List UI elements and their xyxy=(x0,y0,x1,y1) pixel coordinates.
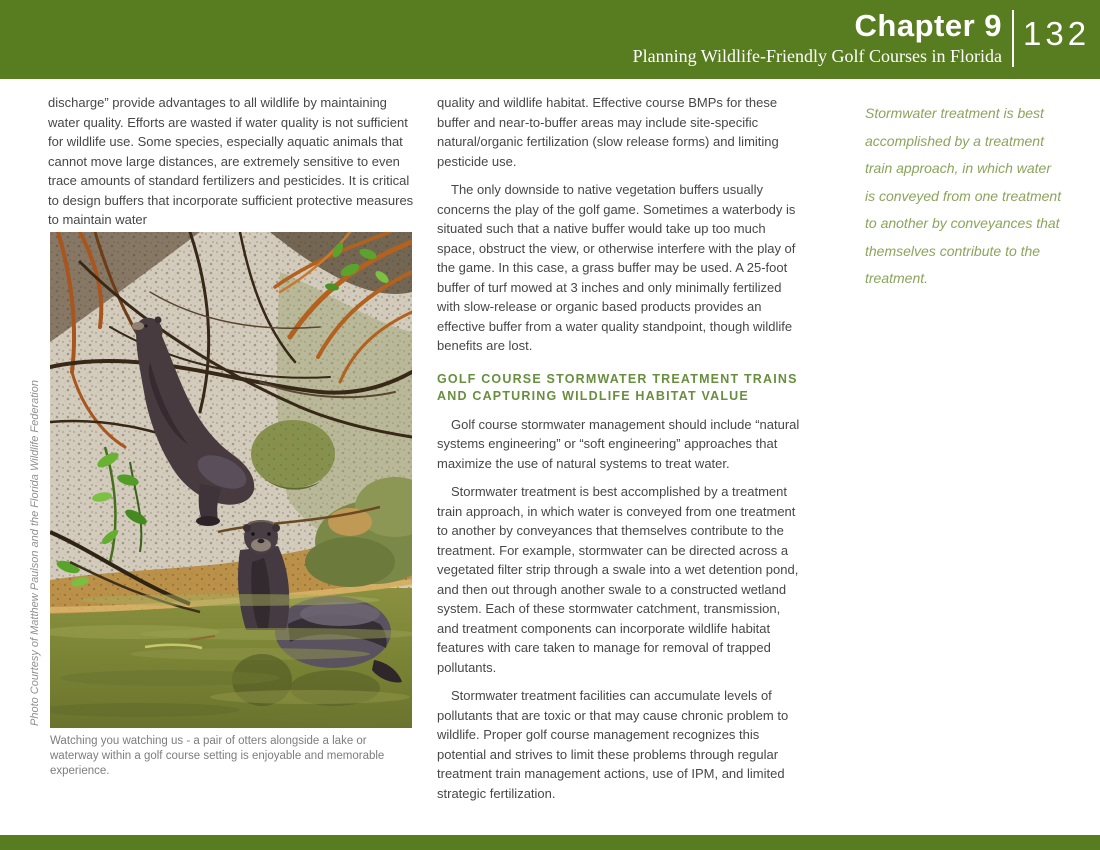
paragraph: discharge” provide advantages to all wildlife by maintaining water quality. Efforts are wasted if water quality is not sufficient for wildlife use. Some species, especially aquatic animals that cannot move large distances, are extremely sensitive to even trace amounts of standard fertilizers and pesticides. It is critical to design buffers that incorporate sufficient protective measures to maintain water xyxy=(48,95,414,227)
paragraph: Golf course stormwater management should include “natural systems engineering” or “soft engineering” approaches that maximize the use of natural systems to treat water. xyxy=(437,416,800,471)
header-right xyxy=(633,9,1002,66)
header-subtitle: Planning Wildlife-Friendly Golf Courses in Florida xyxy=(632,46,1002,66)
paragraph: quality and wildlife habitat. Effective course BMPs for these buffer and near-to-buffer areas may include site-specific natural/organic fertilization (slow release forms) and limiting pesticide use. xyxy=(437,95,779,169)
paragraph: Stormwater treatment is best accomplished by a treatment train approach, in which water is conveyed from one treatment to another by conveyances that themselves contribute to the treatment. For example, stormwater can be directed across a vegetated filter strip through a swale into a wet detention pond, and then out through another swale to a constructed wetland system. Each of these stormwater catchment, transmission, and treatment components can incorporate wildlife habitat features with care taken to manage for removal of trapped pollutants. xyxy=(437,484,799,675)
header-divider xyxy=(1012,10,1014,67)
page-number: 132 xyxy=(1023,15,1091,52)
otters-photo-illustration xyxy=(50,232,412,728)
otters-photo xyxy=(50,232,412,779)
paragraph: The only downside to native vegetation buffers usually concerns the play of the golf game. Sometimes a waterbody is situated such that a native buffer would take up too much space, obstruct the view, or otherwise interfere with the play of the game. In this case, a grass buffer may be used. A 25-foot buffer of turf mowed at 3 inches and only minimally fertilized with slow-release or organic based products provides an effective buffer from a water quality standpoint, though wildlife benefits are lost. xyxy=(437,182,796,353)
paragraph: Stormwater treatment facilities can accumulate levels of pollutants that are toxic or that may cause chronic problem to wildlife. Proper golf course management recognizes this potential and strives to limit these problems through regular treatment train management actions, use of IPM, and limited strategic fertilization. xyxy=(437,688,789,801)
photo-credit: Photo Courtesy of Matthew Paulson and the Florida Wildlife Federation xyxy=(29,380,41,726)
section-heading: GOLF COURSE STORMWATER TREATMENT TRAINS AND CAPTURING WILDLIFE HABITAT VALUE xyxy=(437,371,798,403)
chapter-title: Chapter 9 xyxy=(854,8,1002,43)
header-band xyxy=(0,0,1100,79)
column-2 xyxy=(437,93,803,812)
pull-quote: Stormwater treatment is best accomplished by a treatment train approach, in which water is conveyed from one treatment to another by conveyances that themselves contribute to the treatment. xyxy=(865,105,1062,286)
column-1 xyxy=(48,93,416,239)
footer-band xyxy=(0,835,1100,850)
photo-caption: Watching you watching us - a pair of otters alongside a lake or waterway within a golf course setting is enjoyable and memorable experience. xyxy=(50,735,385,777)
